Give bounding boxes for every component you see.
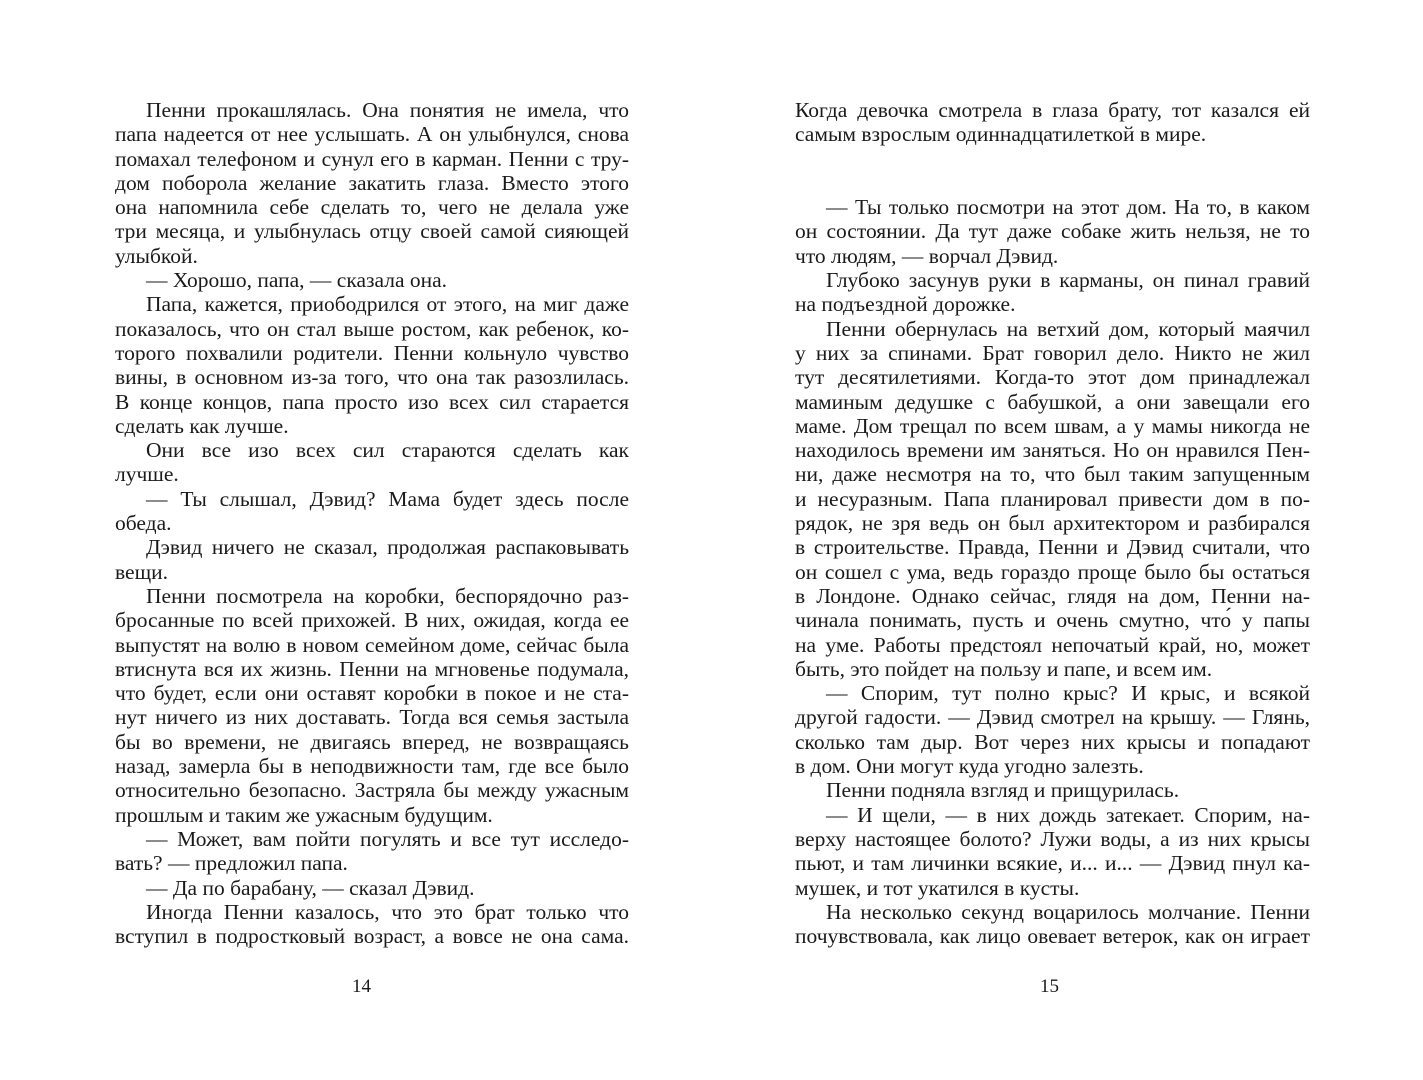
text-line: В конце концов, папа просто изо всех сил старается	[115, 389, 629, 414]
text-line: вать? — предложил папа.	[115, 851, 348, 876]
text-line: папа надеется от нее услышать. А он улыбнулся, снова	[115, 122, 629, 147]
text-line: маминым дедушке с бабушкой, а они завещали его	[795, 389, 1310, 414]
text-line: маме. Дом трещал по всем швам, а у мамы никогда не	[795, 413, 1310, 438]
right-page-number: 15	[1040, 976, 1059, 997]
text-line: ни, даже несмотря на то, что был таким запущенным	[795, 462, 1310, 487]
text-line: — Может, вам пойти погулять и все тут исследо-	[146, 826, 629, 851]
text-line: обеда.	[115, 511, 172, 536]
text-line: Когда девочка смотрела в глаза брату, тот казался ей	[795, 98, 1310, 122]
text-line: Они все изо всех сил стараются сделать как	[146, 438, 629, 463]
text-line: вступил в подростковый возраст, а вовсе не она сама.	[115, 924, 629, 949]
text-line: почувствовала, как лицо овевает ветерок, как он играет	[795, 924, 1310, 949]
text-line: он сошел с ума, ведь гораздо проще было бы остаться	[795, 559, 1310, 584]
left-page	[0, 0, 711, 1080]
text-line: она напомнила себе сделать то, чего не делала уже	[115, 195, 629, 220]
text-line: что будет, если они оставят коробки в покое и не ста-	[115, 681, 629, 706]
text-line: — Спорим, тут полно крыс? И крыс, и всякой	[826, 681, 1310, 706]
text-line: на уме. Работы предстоял непочатый край, но, может	[795, 632, 1310, 657]
text-line: самым взрослым одиннадцатилеткой в мире.	[795, 122, 1207, 147]
text-line: быть, это пойдет на пользу и папе, и всем им.	[795, 656, 1213, 681]
text-line: сделать как лучше.	[115, 413, 289, 438]
text-line: — И щели, — в них дождь затекает. Спорим, на-	[826, 802, 1310, 827]
text-line: на подъездной дорожке.	[795, 292, 1016, 317]
text-line: Дэвид ничего не сказал, продолжая распаковывать	[146, 535, 629, 560]
left-page-text	[115, 98, 629, 948]
text-line: Пенни подняла взгляд и прищурилась.	[826, 778, 1180, 803]
text-line: три месяца, и улыбнулась отцу своей самой сияющей	[115, 219, 629, 244]
right-page	[712, 0, 1423, 1080]
text-line: нут ничего из них доставать. Тогда вся семья застыла	[115, 705, 629, 730]
text-line: чинала понимать, пусть и очень смутно, что́ у папы	[795, 608, 1310, 633]
text-line: дом поборола желание закатить глаза. Вместо этого	[115, 170, 629, 195]
text-line: вещи.	[115, 559, 169, 584]
text-line: и несуразным. Папа планировал привести дом в по-	[795, 486, 1310, 511]
text-line: Пенни прокашлялась. Она понятия не имела, что	[146, 98, 629, 122]
text-line: показалось, что он стал выше ростом, как ребенок, ко-	[115, 316, 629, 341]
left-page-number: 14	[352, 976, 371, 997]
text-line: выпустят на волю в новом семейном доме, сейчас была	[115, 632, 629, 657]
text-line: вины, в основном из-за того, что она так разозлилась.	[115, 365, 629, 390]
text-line: — Да по барабану, — сказал Дэвид.	[146, 875, 475, 900]
text-line: относительно безопасно. Застряла бы между ужасным	[115, 778, 629, 803]
text-line: в Лондоне. Однако сейчас, глядя на дом, Пенни на-	[795, 583, 1310, 608]
text-line: что людям, — ворчал Дэвид.	[795, 243, 1059, 268]
text-line: бы во времени, не двигаясь вперед, не возвращаясь	[115, 729, 629, 754]
text-line: Пенни обернулась на ветхий дом, который маячил	[826, 316, 1310, 341]
text-line: — Хорошо, папа, — сказала она.	[146, 268, 448, 293]
text-line: помахал телефоном и сунул его в карман. Пенни с тру-	[115, 146, 629, 171]
text-line: Глубоко засунув руки в карманы, он пинал гравий	[826, 268, 1310, 293]
text-line: верху настоящее болото? Лужи воды, а из них крысы	[795, 826, 1310, 851]
text-line: пьют, и там личинки всякие, и... и... — Дэвид пнул ка-	[795, 851, 1310, 876]
text-line: бросанные по всей прихожей. В них, ожидая, когда ее	[115, 608, 629, 633]
text-line: рядок, не зря ведь он был архитектором и разбирался	[795, 511, 1310, 536]
text-line: сколько там дыр. Вот через них крысы и попадают	[795, 729, 1310, 754]
text-line: он состоянии. Да тут даже собаке жить нельзя, не то	[795, 219, 1310, 244]
text-line: в дом. Они могут куда угодно залезть.	[795, 754, 1144, 779]
text-line: втиснута вся их жизнь. Пенни на мгновенье подумала,	[115, 656, 629, 681]
text-line: улыбкой.	[115, 243, 198, 268]
text-line: у них за спинами. Брат говорил дело. Никто не жил	[795, 340, 1310, 365]
text-line: На несколько секунд воцарилось молчание. Пенни	[826, 899, 1310, 924]
section-break	[795, 147, 1310, 196]
text-line: прошлым и таким же ужасным будущим.	[115, 802, 493, 827]
text-line: в строительстве. Правда, Пенни и Дэвид считали, что	[795, 535, 1310, 560]
text-line: лучше.	[115, 462, 179, 487]
text-line: Иногда Пенни казалось, что это брат только что	[146, 899, 629, 924]
text-line: Пенни посмотрела на коробки, беспорядочно раз-	[146, 583, 629, 608]
text-line: торого похвалили родители. Пенни кольнуло чувство	[115, 340, 629, 365]
text-line: тут десятилетиями. Когда-то этот дом принадлежал	[795, 365, 1310, 390]
text-line: другой гадости. — Дэвид смотрел на крышу. — Глянь,	[795, 705, 1310, 730]
text-line: мушек, и тот укатился в кусты.	[795, 875, 1080, 900]
text-line: — Ты только посмотри на этот дом. На то, в каком	[826, 195, 1310, 220]
text-line: Папа, кажется, приободрился от этого, на миг даже	[146, 292, 629, 317]
text-line: назад, замерла бы в неподвижности там, где все было	[115, 754, 629, 779]
text-line: находилось времени им заняться. Но он нравился Пен-	[795, 438, 1310, 463]
right-page-text	[795, 98, 1310, 948]
text-line: — Ты слышал, Дэвид? Мама будет здесь после	[146, 486, 629, 511]
